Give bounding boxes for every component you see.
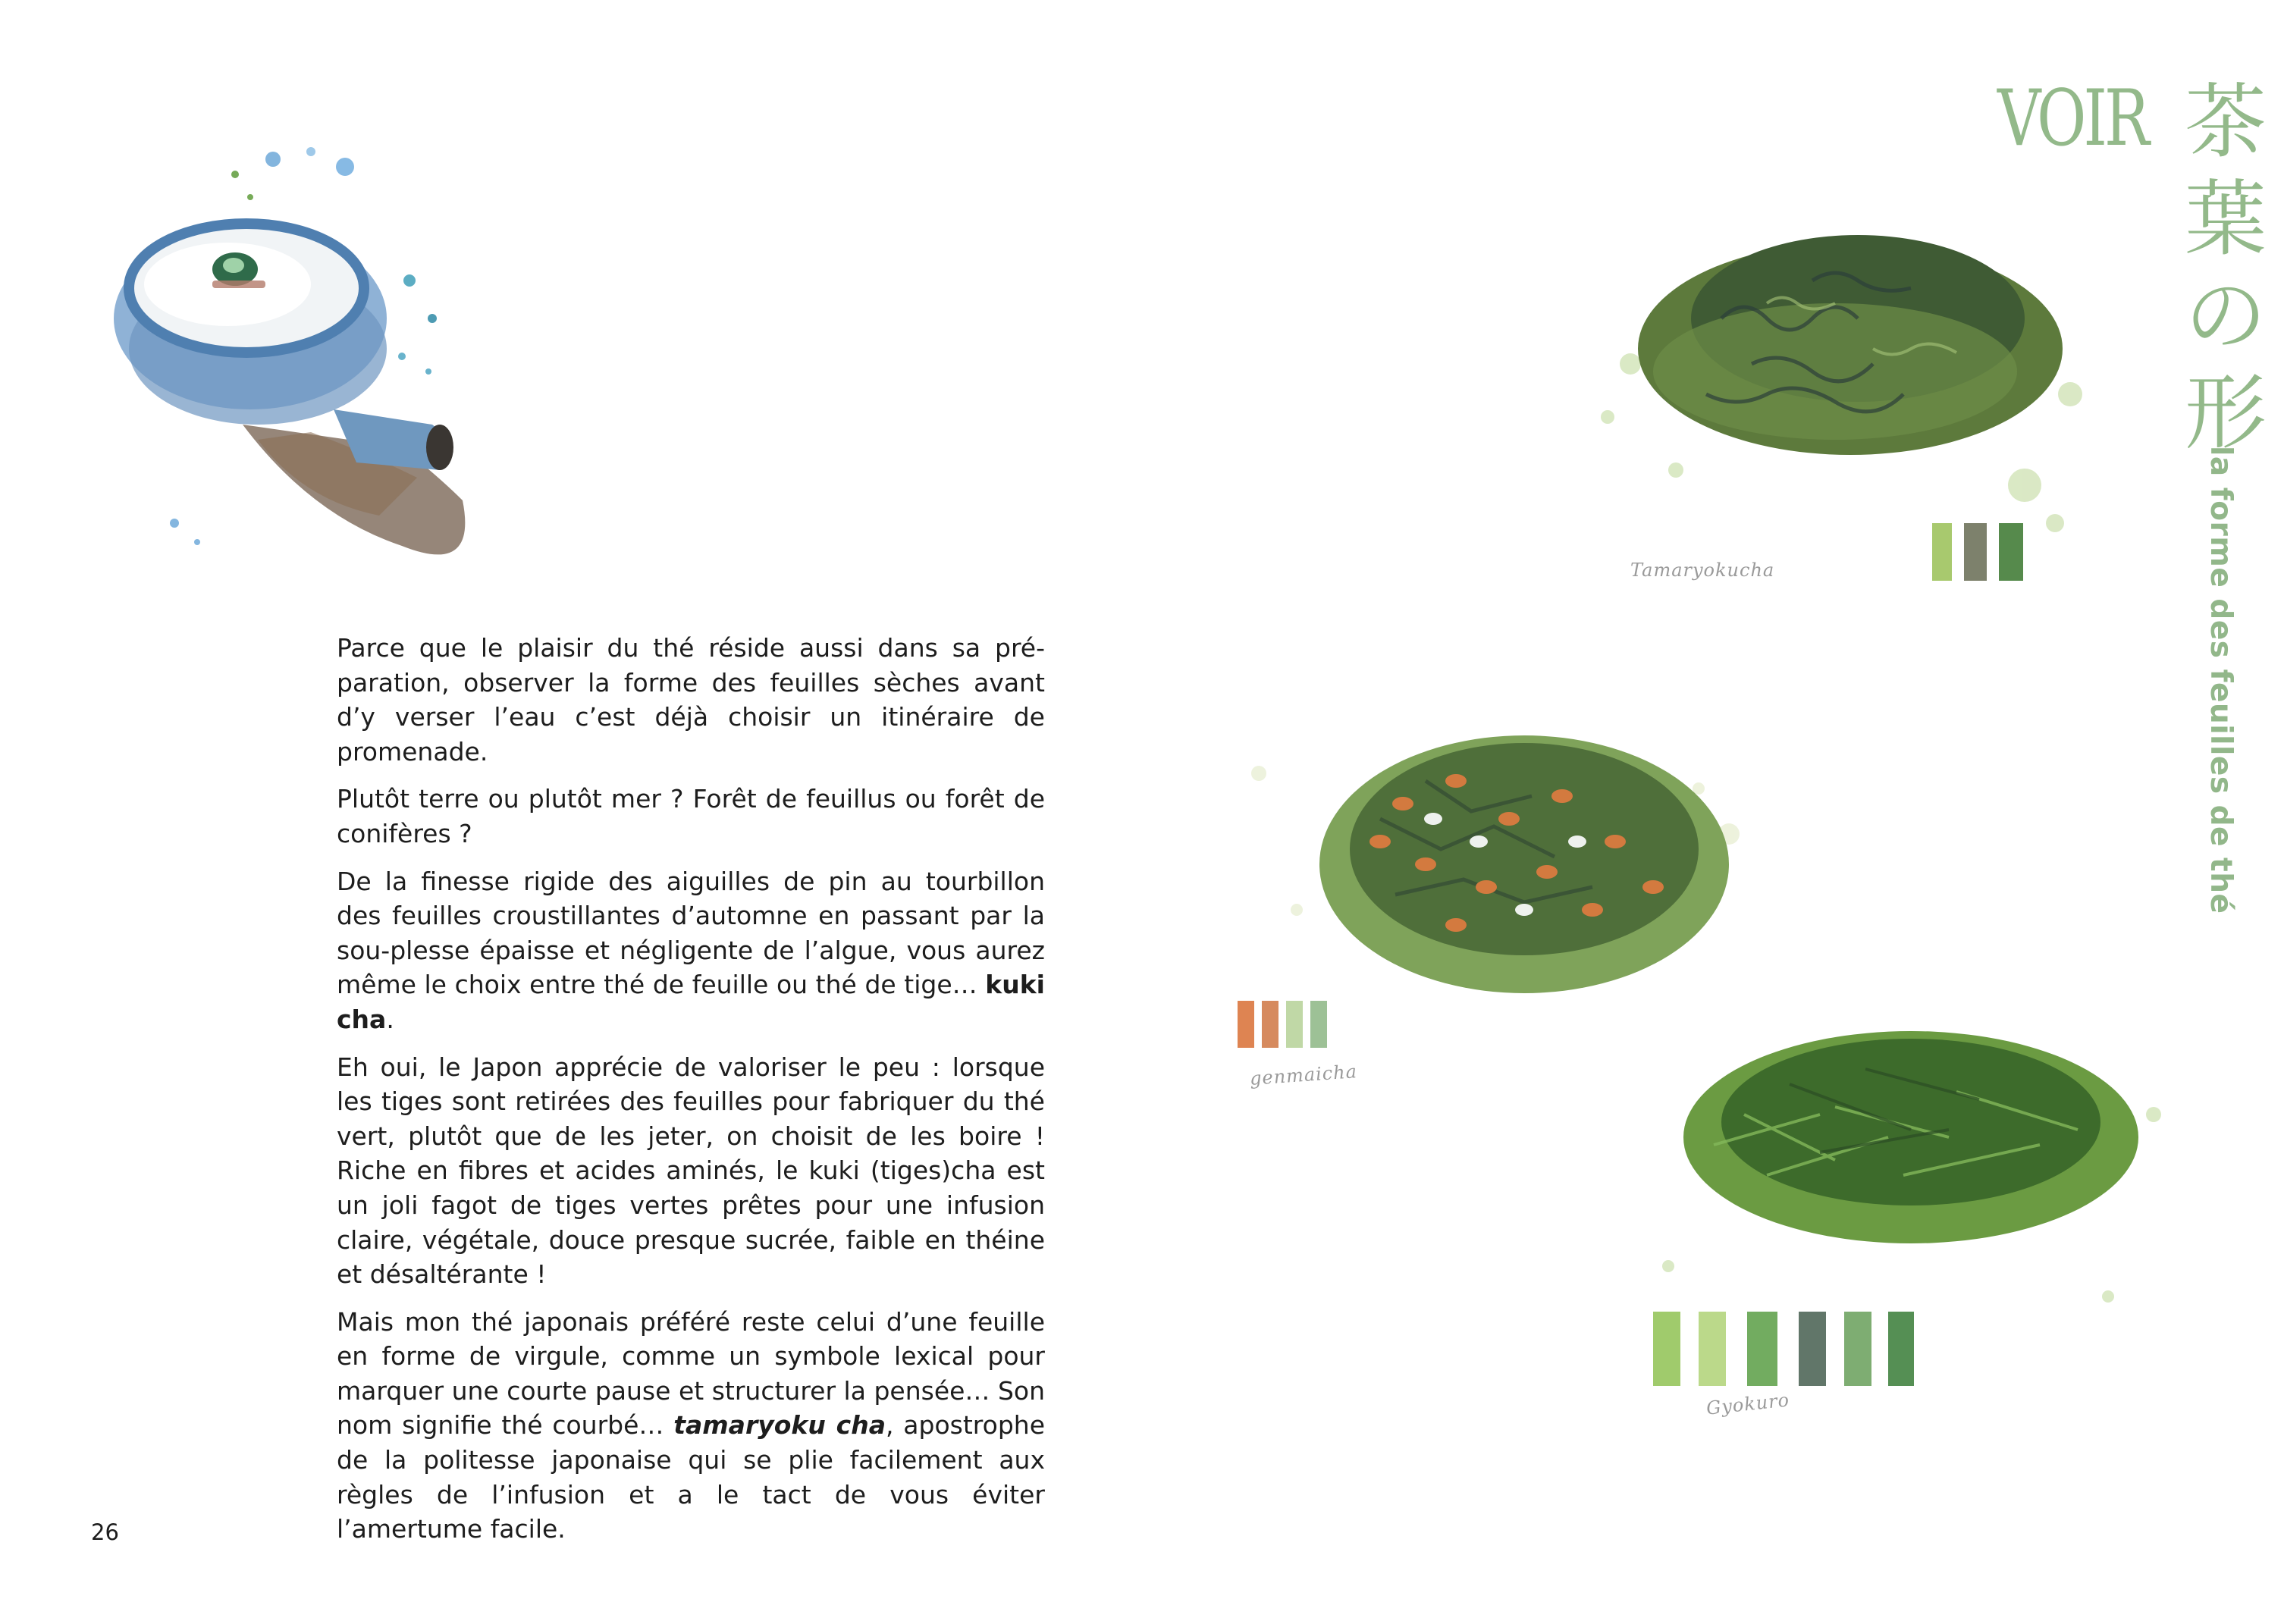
paragraph: Parce que le plaisir du thé réside aussi dans sa pré-paration, observer la forme des feuilles sèches avant d’y verser l’eau c’est déjà choisir un itinéraire de promenade. [337,633,1045,767]
section-title-voir: VOIR [1997,74,2148,164]
body-text [337,631,1045,1560]
caption-tamaryokucha: Tamaryokucha [1630,560,1775,581]
teapot-illustration [83,121,508,607]
gyokuro-leaves-illustration [1653,978,2184,1448]
kanji-char: 形 [2184,366,2267,461]
emphasis-tamaryoku-cha: tamaryoku cha [673,1410,886,1441]
paragraph: Plutôt terre ou plutôt mer ? Forêt de feuillus ou forêt de conifères ? [337,784,1045,848]
vertical-subtitle: la forme des feuilles de thé [2204,446,2238,914]
page-number: 26 [91,1519,119,1545]
emphasis-kuki-cha: kuki cha [337,970,1045,1034]
paragraph-end: . [386,1004,394,1034]
caption-genmaicha: genmaicha [1249,1061,1358,1089]
kanji-char: 葉 [2184,172,2267,267]
paragraph: Eh oui, le Japon apprécie de valoriser le peu : lorsque les tiges sont retirées des feuilles pour fabriquer du thé vert, plutôt que de les jeter, on choisit de les boire ! Riche en fibres et acides aminés, le kuki (tiges)cha est un joli fagot de tiges vertes prêtes pour une infusion claire, végétale, douce presque sucrée, faible en théine et désaltérante ! [337,1052,1045,1290]
paragraph [337,1305,1045,1547]
paragraph-text: De la finesse rigide des aiguilles de pin au tourbillon des feuilles croustillantes d’automne en passant par la sou-plesse épaisse et négligente de l’algue, vous aurez même le choix entre thé de feuille ou thé de tige… [337,866,1045,1000]
caption-gyokuro: Gyokuro [1705,1389,1791,1419]
kanji-title [2184,74,2267,462]
tamaryokucha-leaves-illustration [1585,167,2116,607]
kanji-char: 茶 [2184,75,2267,170]
paragraph [337,864,1045,1037]
kanji-char: の [2184,269,2267,364]
paragraph-text: Mais mon thé japonais préféré reste celui d’une feuille en forme de virgule, comme un symbole lexical pour marquer une courte pause et structurer la pensée… Son nom signifie thé courbé… [337,1306,1045,1441]
paragraph-end: , apostrophe de la politesse japonaise qui se plie facilement aux règles de l’infusion et a le tact de vous éviter l’amertume facile. [337,1410,1045,1544]
